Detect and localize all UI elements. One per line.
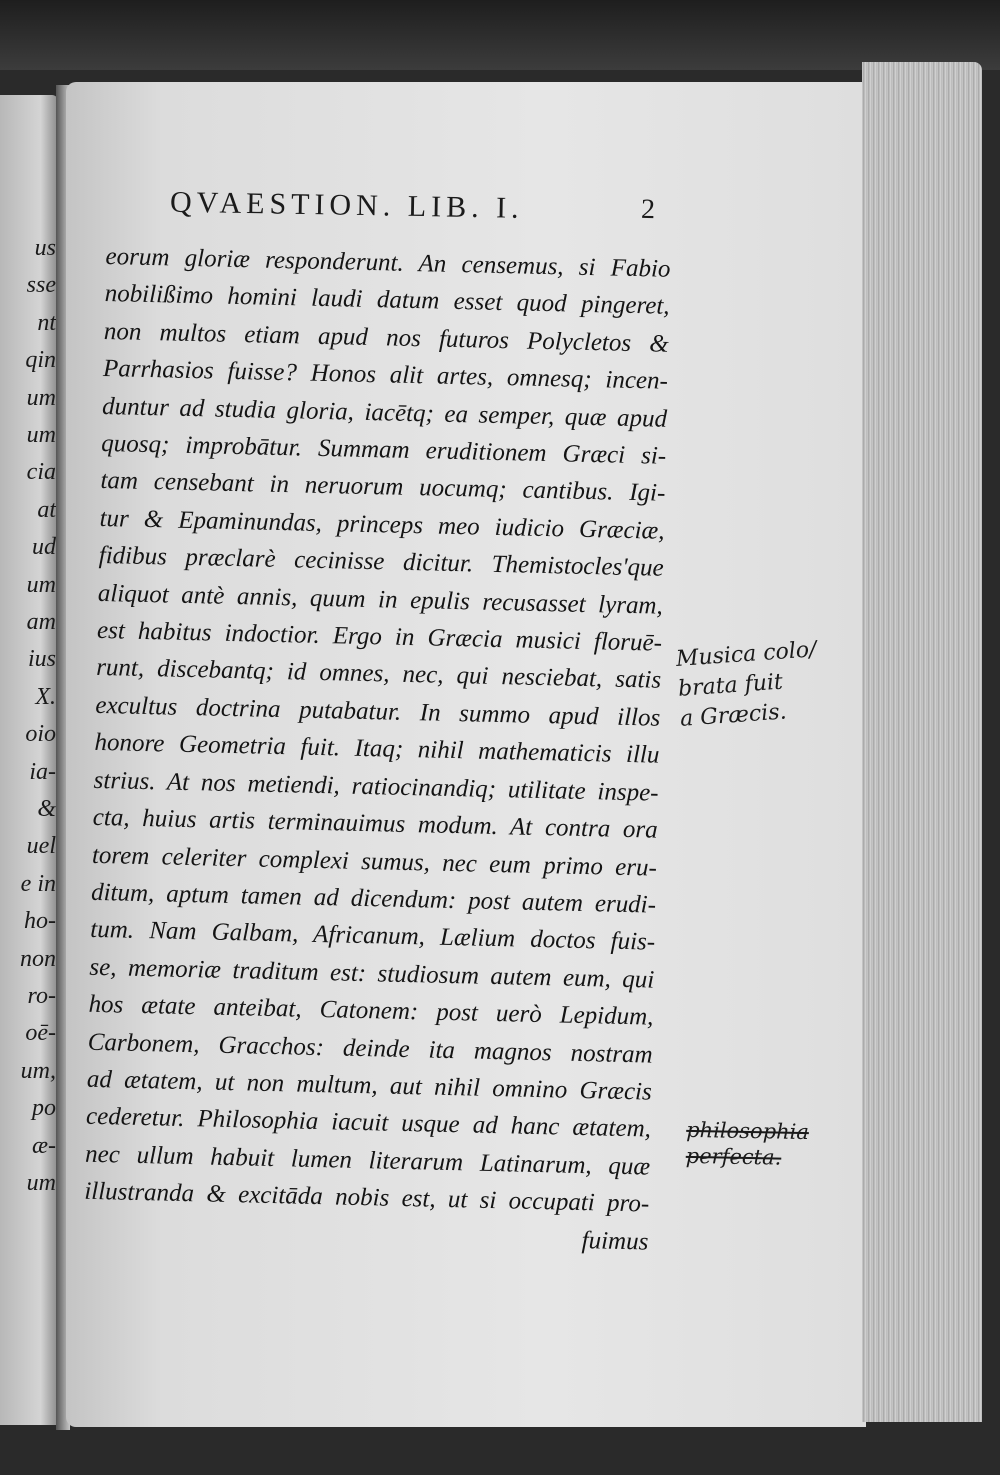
left-page-fragment: sse: [26, 272, 56, 299]
text-line: duntur ad studia gloria, iacētq; ea semper, quæ apud: [101, 392, 668, 433]
text-line: aliquot antè annis, quum in epulis recusasset lyram,: [97, 579, 664, 620]
text-line: excultus doctrina putabatur. In summo apud illos: [95, 691, 661, 732]
page-number: 2: [640, 193, 661, 226]
marginal-note-line: perfecta.: [685, 1143, 782, 1170]
left-page: [0, 95, 58, 1425]
left-page-fragment: um: [26, 384, 56, 411]
left-page-fragment: &: [37, 796, 56, 822]
text-line: illustranda & excitāda nobis est, ut si occupati pro-: [84, 1177, 650, 1218]
text-line: runt, discebantq; id omnes, nec, qui nesciebat, satis: [95, 654, 662, 695]
left-page-fragment: nt: [37, 309, 56, 336]
left-page-fragment: non: [20, 945, 56, 972]
left-page-fragment: uel: [26, 833, 56, 860]
text-line: ad ætatem, ut non multum, aut nihil omnino Græcis: [86, 1065, 653, 1106]
left-page-fragment: at: [37, 496, 56, 523]
left-page-fragment: am: [26, 609, 56, 635]
left-page-fragment: ho-: [24, 908, 56, 935]
left-page-fragment: oē-: [25, 1020, 56, 1047]
left-page-fragment: æ-: [32, 1132, 56, 1159]
marginal-note-philosophia: [686, 1117, 810, 1171]
text-line: quosq; improbātur. Summam eruditionem Græci si-: [101, 429, 667, 470]
text-line: fidibus præclarè cecinisse dicitur. Themistocles'que: [98, 542, 664, 582]
page-edges: [862, 62, 982, 1422]
left-page-fragment: um,: [20, 1057, 56, 1084]
left-page-fragment: oio: [25, 721, 56, 748]
text-line: strius. At nos metiendi, ratiocinandiq; utilitate inspe-: [93, 766, 659, 807]
text-line: est habitus indoctior. Ergo in Græcia musici floruē-: [96, 616, 663, 657]
text-line: cederetur. Philosophia iacuit usque ad hanc ætatem,: [85, 1103, 652, 1143]
left-page-fragment: e in: [20, 870, 56, 897]
left-page-fragment: ia-: [29, 758, 56, 785]
marginal-note-line: brata fuit: [677, 669, 784, 702]
text-line: non multos etiam apud nos futuros Polycletos &: [103, 317, 670, 358]
left-page-fragment: um: [26, 1170, 56, 1196]
text-line: tur & Epaminundas, princeps meo iudicio Græciæ,: [99, 504, 665, 545]
left-page-fragment: ius: [27, 646, 56, 673]
text-line: hos ætate anteibat, Catonem: post uerò Lepidum,: [88, 990, 654, 1031]
catchword: fuimus: [581, 1226, 649, 1256]
text-line: tum. Nam Galbam, Africanum, Lælium doctos fuis-: [89, 916, 656, 956]
text-line: Parrhasios fuisse? Honos alit artes, omnesq; incen-: [102, 355, 669, 395]
left-page-fragment: qin: [25, 347, 56, 374]
text-line: se, memoriæ traditum est: studiosum autem eum, qui: [89, 953, 655, 994]
text-line: honore Geometria fuit. Itaq; nihil mathematicis illu: [94, 729, 660, 769]
marginal-note-line: philosophia: [686, 1117, 810, 1145]
text-line: cta, huius artis terminauimus modum. At contra ora: [92, 803, 659, 844]
left-page-fragment: cia: [26, 459, 56, 486]
marginal-note-musica: [675, 635, 822, 735]
marginal-note-line: a Græcis.: [679, 699, 788, 732]
book-cover-top: [0, 0, 1000, 70]
marginal-note-line: Musica colo/: [675, 637, 818, 672]
text-line: nobilißimo homini laudi datum esset quod pingeret,: [104, 280, 670, 321]
body-text: [83, 238, 686, 1261]
left-page-fragment: um: [26, 422, 56, 448]
left-page-fragment: po: [32, 1095, 56, 1122]
text-line: nec ullum habuit lumen literarum Latinarum, quæ: [84, 1140, 651, 1181]
left-page-fragment: X.: [35, 683, 56, 710]
text-line: Carbonem, Gracchos: deinde ita magnos nostram: [87, 1028, 653, 1069]
left-page-fragment: ud: [32, 534, 56, 561]
text-line: ditum, aptum tamen ad dicendum: post autem erudi-: [90, 878, 657, 919]
left-page-fragment: um: [26, 571, 56, 598]
text-line: tam censebant in neruorum uocumq; cantibus. Igi-: [100, 467, 666, 508]
left-page-fragment: ro-: [27, 983, 56, 1009]
text-line: eorum gloriæ responderunt. An censemus, si Fabio: [105, 242, 671, 283]
left-page-fragment: us: [34, 235, 56, 261]
running-head-title: QVAESTION. LIB. I.: [169, 185, 524, 225]
text-line: torem celeriter complexi sumus, nec eum primo eru-: [91, 841, 658, 882]
